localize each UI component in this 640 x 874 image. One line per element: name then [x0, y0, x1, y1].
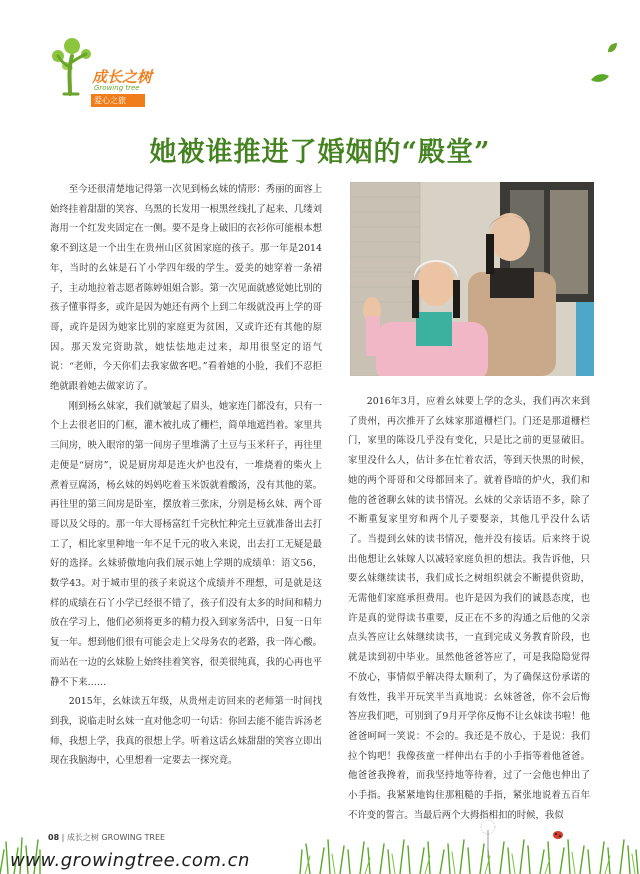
- paragraph: 至今还很清楚地记得第一次见到杨幺妹的情形：秀丽的面容上始终挂着甜甜的笑容、乌黑的长发用一根黑丝线扎了起来、几缕刘海用一个红发夹固定在一侧。要不是身上破旧的衣衫你可能根本想象不到这是一个出生在贵州山区贫困家庭的孩子。那一年是2014年，当时的幺妹是石丫小学四年级的学生。爱美的她穿着一条裙子，主动地拉着志愿者陈婷姐姐合影。第一次见面就感觉她比别的孩子懂事得多，或许是因为她还有两个上到二年级就没再上学的哥哥，或许是因为她家比别的家庭更为贫困，又或许还有其他的原因。那天发完资助款，她怯怯地走过来，却用很坚定的语气说：“老师，今天你们去我家做客吧。”看着她的小脸，我们不忍拒绝就跟着她去做家访了。: [50, 184, 322, 393]
- right-column: [348, 392, 590, 825]
- section-label: 爱心之旅: [91, 94, 145, 107]
- paragraph: 2015年，幺妹读五年级，从贵州走访回来的老师第一时间找到我，说临走时幺妹一直对他念叨一句话：你回去能不能告诉汤老师，我想上学，我真的很想上学。听着这话幺妹甜甜的笑容立即出现在我脑海中，心里想着一定要去一探究竟。: [50, 696, 322, 767]
- dandelion-icon: [478, 818, 498, 858]
- logo-title: 成长之树: [92, 68, 153, 86]
- paragraph: 刚到杨幺妹家，我们就皱起了眉头，她家连门都没有，只有一个上去很老旧的门框，灌木被扎成了栅栏，简单地遮挡着。家里共三间房，映入眼帘的第一间房子里堆满了土豆与玉米秆子，再往里走便是“厨房”，说是厨房却是连火炉也没有，一堆烧着的柴火上煮着豆腐汤，杨幺妹的妈妈吃着玉米饭就着酸汤，没有其他的菜。再往里的第三间房是卧室，摆放着三张床，分别是杨幺妹、两个哥哥以及父母的。那一年大哥杨富红千完秋忙种完土豆就准备出去打工了，相比家里种地一年不足千元的收入来说，出去打工无疑是最好的选择。幺妹骄傲地向我们展示她上学期的成绩单：语文56，数学43。对于城市里的孩子来说这个成绩并不理想，可是就是这样的成绩在石丫小学已经很不错了，孩子们没有太多的时间和精力放在学习上，他们必须将更多的精力投入到家务活中，日复一日年复一年。想到他们很有可能会走上父母务农的老路，我一阵心酸。而站在一边的幺妹脸上始终挂着笑容，很美很纯真，我的心再也平静不下来……: [50, 400, 322, 688]
- ladybug-icon: [552, 830, 564, 840]
- leaf-icon: [606, 42, 618, 54]
- website-url: www.growingtree.com.cn: [10, 850, 250, 871]
- paragraph: 2016年3月，应着幺妹要上学的念头，我们再次来到了贵州，再次推开了幺妹家那道栅栏门。门还是那道栅栏门，家里的陈设几乎没有变化，只是比之前的更显破旧。家里没什么人，估计多在忙着农活，等到天快黑的时候，她的两个哥哥和父母都回来了。就着昏暗的炉火，我们和他的爸爸聊幺妹的读书情况。幺妹的父亲话语不多，除了不断重复家里穷和两个儿子要娶亲，其他几乎没什么话了。当提到幺妹的读书情况，他并没有接话。后来终于说出他想让幺妹嫁人以减轻家庭负担的想法。我告诉他，只要幺妹继续读书，我们成长之树组织就会不断提供资助，无需他们家庭承担费用。也许是因为我们的诚恳态度，也许是真的觉得读书重要，反正在不多的沟通之后他的父亲点头答应让幺妹继续读书，一直到完成义务教育阶段，也就是读到初中毕业。虽然他爸爸答应了，可是我隐隐觉得不放心，事情似乎解决得太顺利了，为了确保这份承诺的有效性，我半开玩笑半当真地说：幺妹爸爸，你不会后悔答应我们吧，可别到了9月开学你反悔不让幺妹读书啦！他爸爸呵呵一笑说：不会的。我还是不放心，于是说：我们拉个钩吧！我像孩童一样伸出右手的小手指等着他爸爸。他爸爸我搀着，而我坚持地等待着，过了一会他也伸出了小手指。我紧紧地钩住那粗糙的手指，紧张地说着五百年不许变的誓言。当最后两个大拇指相扣的时候，我似: [348, 396, 590, 821]
- footer: [0, 820, 640, 874]
- article-title: 她被谁推进了婚姻的“殿堂”: [149, 137, 491, 168]
- left-column: [50, 180, 322, 771]
- photo-illustration: [350, 182, 594, 376]
- leaf-icon: [590, 72, 610, 84]
- brand-logo: [44, 36, 164, 106]
- page-footer-label: 08 | 成长之树 GROWING TREE: [48, 833, 166, 842]
- logo-subtitle: Growing tree: [94, 84, 140, 92]
- article-photo: [350, 182, 594, 376]
- magazine-name: 成长之树 GROWING TREE: [66, 833, 166, 842]
- page-number: 08: [48, 833, 60, 842]
